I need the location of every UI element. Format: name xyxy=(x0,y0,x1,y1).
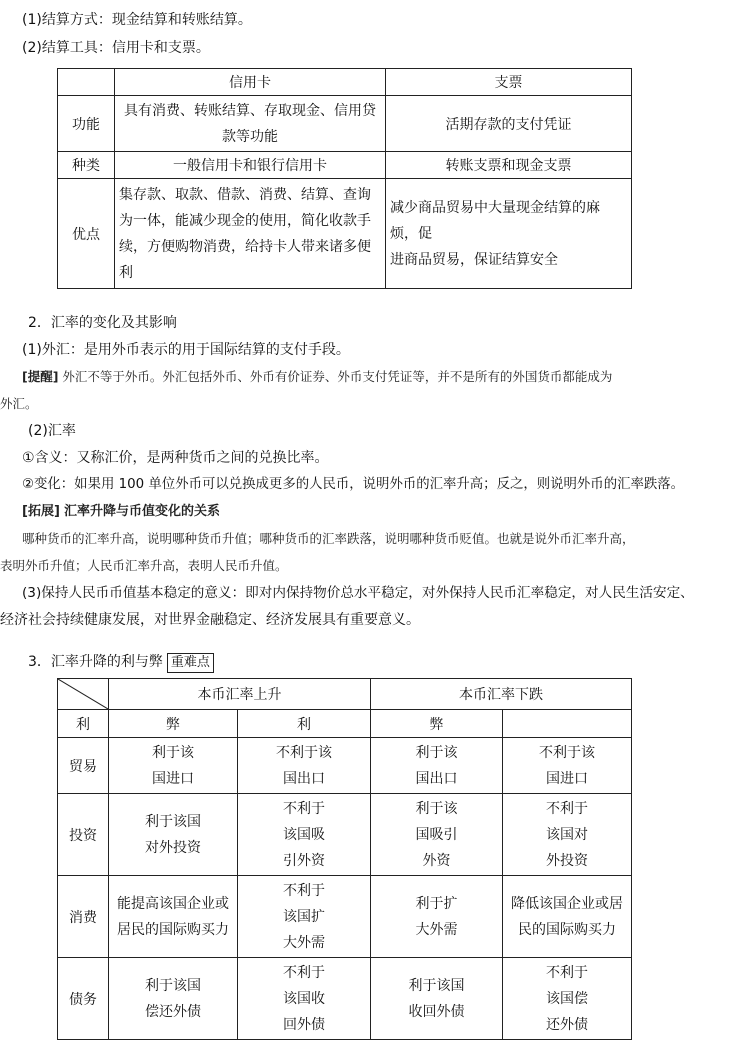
cell-text: 不利于 xyxy=(546,964,588,981)
row-label: 投资 xyxy=(58,794,109,876)
cell-text: 引外资 xyxy=(283,852,325,869)
cell-text: 一般信用卡和银行信用卡 xyxy=(173,158,327,174)
settlement-methods: (1)结算方式：现金结算和转账结算。 xyxy=(22,12,252,28)
ext-text-cont: 表明外币升值；人民币汇率升高，表明人民币升值。 xyxy=(0,558,288,573)
table-header-empty xyxy=(58,69,115,96)
cell-text: 款等功能 xyxy=(222,128,278,145)
header-rate-down: 本币汇率下跌 xyxy=(371,679,632,710)
cell-text: 居民的国际购买力 xyxy=(117,921,229,938)
cell-text: 利于该 xyxy=(415,744,458,761)
cell-text: 活期存款的支付凭证 xyxy=(445,116,572,133)
cell-text: 对外投资 xyxy=(145,839,201,856)
row-label: 消费 xyxy=(58,876,109,958)
forex-definition: (1)外汇：是用外币表示的用于国际结算的支付手段。 xyxy=(22,342,350,358)
diagonal-line-icon xyxy=(58,679,108,709)
table-row xyxy=(58,152,632,179)
exchange-rate-table xyxy=(57,678,632,1040)
cell-text: 国出口 xyxy=(415,770,458,787)
cell-text: 不利于该 xyxy=(539,744,595,761)
rate-meaning: ①含义：又称汇价，是两种货币之间的兑换比率。 xyxy=(22,450,329,466)
cell-text: 还外债 xyxy=(546,1016,588,1033)
cell-text: 不利于 xyxy=(283,800,325,817)
cell-text: 不利于该 xyxy=(276,744,332,761)
cell-text: 该国偿 xyxy=(546,990,588,1007)
cell-text: 利于该 xyxy=(415,800,458,817)
tip-text-cont: 外汇。 xyxy=(0,396,38,411)
cell-text: 回外债 xyxy=(283,1016,325,1033)
cell-text: 利于扩 xyxy=(415,895,458,912)
row-label: 种类 xyxy=(58,152,115,179)
row-label: 债务 xyxy=(58,958,109,1040)
sub-header: 弊 xyxy=(371,710,503,738)
cell-text: 该国收 xyxy=(283,990,325,1007)
sub-header: 弊 xyxy=(109,710,238,738)
section3-title: 3．汇率升降的利与弊 xyxy=(28,654,163,670)
cell-text: 集存款、取款、借款、消费、结算、查询 xyxy=(119,186,371,203)
ext-title: 汇率升降与币值变化的关系 xyxy=(64,504,221,519)
table-header: 支票 xyxy=(386,69,632,96)
cell-text: 外投资 xyxy=(546,852,588,869)
header-rate-up: 本币汇率上升 xyxy=(109,679,371,710)
cell-text: 利于该国 xyxy=(145,977,201,994)
cell-text: 不利于 xyxy=(283,882,325,899)
sub-header xyxy=(503,710,632,738)
sub-header: 利 xyxy=(238,710,371,738)
table-header: 信用卡 xyxy=(115,69,386,96)
settlement-tools: (2)结算工具：信用卡和支票。 xyxy=(22,40,210,56)
tip-tag: [提醒] xyxy=(22,369,59,384)
table-row xyxy=(58,794,632,876)
table-row xyxy=(58,96,632,152)
cell-text: 利于该国 xyxy=(408,977,465,994)
section-heading: 2．汇率的变化及其影响 xyxy=(28,315,177,331)
cell-text: 国进口 xyxy=(546,770,588,787)
cell-text: 减少商品贸易中大量现金结算的麻烦，促 xyxy=(390,199,600,242)
row-label: 贸易 xyxy=(58,738,109,794)
payment-tools-table xyxy=(57,68,632,289)
cell-text: 具有消费、转账结算、存取现金、信用贷 xyxy=(124,102,376,119)
cell-text: 大外需 xyxy=(415,921,458,938)
rate-heading: (2)汇率 xyxy=(28,423,76,439)
cell-text: 收回外债 xyxy=(408,1003,465,1020)
cell-text: 降低该国企业或居 xyxy=(511,895,623,912)
cell-text: 国出口 xyxy=(283,770,325,787)
cell-text: 能提高该国企业或 xyxy=(117,895,229,912)
cell-text: 转账支票和现金支票 xyxy=(445,158,572,174)
stability-meaning: (3)保持人民币币值基本稳定的意义：即对内保持物价总水平稳定，对外保持人民币汇率稳定，对人民生活安定、 xyxy=(22,585,694,601)
table-row xyxy=(58,958,632,1040)
cell-text: 不利于 xyxy=(283,964,325,981)
cell-text: 不利于 xyxy=(546,800,588,817)
cell-text: 续，方便购物消费，给持卡人带来诸多便 xyxy=(119,238,371,255)
cell-text: 利于该 xyxy=(152,744,194,761)
cell-text: 为一体，能减少现金的使用，简化收款手 xyxy=(119,212,371,229)
table-row xyxy=(58,179,632,289)
cell-text: 大外需 xyxy=(283,934,325,951)
rate-change: ②变化：如果用 100 单位外币可以兑换成更多的人民币，说明外币的汇率升高；反之，则说明外币的汇率跌落。 xyxy=(22,477,685,492)
cell-text: 利 xyxy=(119,264,133,281)
cell-text: 该国吸 xyxy=(283,826,325,843)
table-row xyxy=(58,876,632,958)
cell-text: 该国扩 xyxy=(283,908,325,925)
section3-heading xyxy=(28,652,214,673)
table-row xyxy=(58,738,632,794)
cell-text: 外资 xyxy=(422,852,451,869)
diagonal-header-cell xyxy=(58,679,109,710)
cell-text: 国吸引 xyxy=(415,826,458,843)
difficulty-badge: 重难点 xyxy=(167,653,214,673)
tip-text: 外汇不等于外币。外汇包括外币、外币有价证券、外币支付凭证等，并不是所有的外国货币都能成为 xyxy=(62,369,613,384)
ext-text: 哪种货币的汇率升高，说明哪种货币升值；哪种货币的汇率跌落，说明哪种货币贬值。也就是说外币汇率升高， xyxy=(22,531,635,546)
cell-text: 利于该国 xyxy=(145,813,201,830)
cell-text: 民的国际购买力 xyxy=(518,921,616,938)
stability-meaning-cont: 经济社会持续健康发展，对世界金融稳定、经济发展具有重要意义。 xyxy=(0,612,420,628)
sub-header: 利 xyxy=(58,710,109,738)
ext-tag: [拓展] xyxy=(22,504,60,519)
cell-text: 该国对 xyxy=(546,826,588,843)
row-label: 功能 xyxy=(58,96,115,152)
row-label: 优点 xyxy=(58,179,115,289)
cell-text: 进商品贸易，保证结算安全 xyxy=(390,251,558,268)
cell-text: 偿还外债 xyxy=(145,1003,201,1020)
cell-text: 国进口 xyxy=(152,770,194,787)
